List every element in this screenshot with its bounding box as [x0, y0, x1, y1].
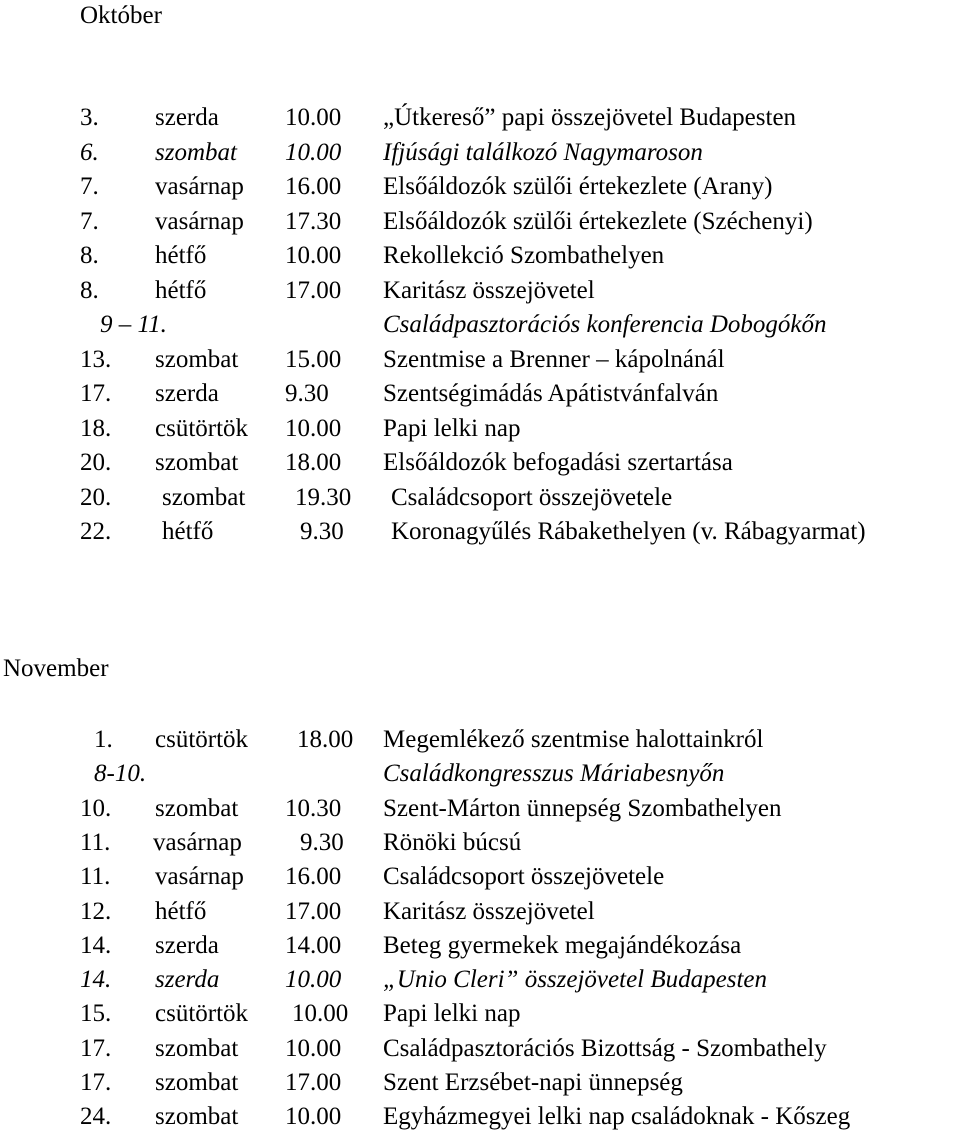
event-time: 15.00 — [285, 345, 342, 373]
event-day: 17. — [80, 380, 112, 407]
event-row — [0, 997, 960, 1031]
event-description: Szent-Márton ünnepség Szombathelyen — [383, 794, 782, 822]
event-weekday: szerda — [155, 931, 219, 959]
event-time: 10.00 — [285, 104, 342, 131]
event-description: Beteg gyermekek megajándékozása — [383, 931, 742, 959]
event-description: Ifjúsági találkozó Nagymaroson — [383, 138, 703, 166]
event-row — [0, 757, 960, 791]
event-day: 10. — [80, 794, 112, 822]
event-time: 10.00 — [285, 966, 342, 994]
event-time: 16.00 — [285, 863, 342, 891]
event-weekday: hétfő — [162, 518, 214, 545]
event-day: 13. — [80, 345, 112, 373]
event-day: 17. — [80, 1069, 112, 1096]
event-time: 19.30 — [295, 483, 352, 511]
event-time: 17.00 — [285, 897, 342, 925]
event-weekday: vasárnap — [155, 863, 244, 891]
event-row — [0, 929, 960, 963]
event-day: 3. — [80, 104, 99, 131]
event-weekday: szombat — [155, 794, 239, 822]
event-day: 14. — [80, 931, 112, 959]
event-time: 10.00 — [292, 1000, 349, 1028]
event-time: 17.30 — [285, 207, 342, 235]
event-time: 10.00 — [285, 1103, 342, 1131]
event-day: 20. — [80, 483, 112, 511]
event-time: 10.30 — [285, 794, 342, 822]
event-row — [0, 515, 960, 549]
event-row — [0, 239, 960, 273]
event-row — [0, 377, 960, 411]
event-time: 14.00 — [285, 931, 342, 959]
event-weekday: vasárnap — [155, 173, 244, 200]
event-day: 1. — [94, 726, 113, 753]
event-row — [0, 136, 960, 170]
event-day: 20. — [80, 449, 112, 476]
event-day: 15. — [80, 1000, 112, 1028]
event-description: Egyházmegyei lelki nap családoknak - Kőszeg — [383, 1103, 851, 1131]
event-description: Megemlékező szentmise halottainkról — [383, 726, 764, 753]
event-row — [0, 860, 960, 894]
event-description: Családcsoport összejövetele — [383, 863, 665, 891]
event-weekday: szerda — [155, 104, 219, 131]
event-row — [0, 826, 960, 860]
event-description: Papi lelki nap — [383, 1000, 521, 1028]
event-row — [0, 895, 960, 929]
event-description: Elsőáldozók szülői értekezlete (Arany) — [383, 173, 773, 200]
event-time: 9.30 — [285, 380, 329, 407]
october-heading: Október — [80, 2, 162, 29]
event-description: Papi lelki nap — [383, 414, 521, 442]
event-time: 10.00 — [285, 1034, 342, 1062]
event-description: Rönöki búcsú — [383, 828, 522, 856]
event-row — [0, 1032, 960, 1066]
event-row — [0, 343, 960, 377]
event-weekday: szombat — [155, 1103, 239, 1131]
event-row — [0, 723, 960, 757]
event-day: 7. — [80, 207, 99, 235]
event-weekday: csütörtök — [155, 414, 249, 442]
event-description: Szent Erzsébet-napi ünnepség — [383, 1069, 683, 1096]
event-weekday: szombat — [162, 483, 246, 511]
event-time: 10.00 — [285, 414, 342, 442]
event-weekday: szombat — [155, 345, 239, 373]
event-row — [0, 446, 960, 480]
event-row — [0, 101, 960, 135]
event-description: Családpasztorációs konferencia Dobogókőn — [383, 311, 827, 338]
event-weekday: hétfő — [155, 242, 207, 269]
event-time: 9.30 — [300, 828, 344, 856]
november-heading: November — [3, 655, 109, 682]
event-row — [0, 308, 960, 342]
event-description: Karitász összejövetel — [383, 897, 595, 925]
event-weekday: szombat — [155, 1034, 239, 1062]
event-weekday: hétfő — [155, 276, 207, 304]
event-weekday: vasárnap — [153, 828, 242, 856]
event-time: 10.00 — [285, 242, 342, 269]
event-day: 14. — [80, 966, 112, 994]
event-day: 8. — [80, 242, 99, 269]
event-row — [0, 1066, 960, 1100]
event-weekday: hétfő — [155, 897, 207, 925]
event-row — [0, 963, 960, 997]
event-description: Családcsoport összejövetele — [391, 483, 673, 511]
event-description: Rekollekció Szombathelyen — [383, 242, 665, 269]
event-day: 9 – 11. — [100, 311, 167, 338]
event-time: 18.00 — [297, 726, 354, 753]
event-description: Karitász összejövetel — [383, 276, 595, 304]
event-time: 10.00 — [285, 138, 342, 166]
event-day: 7. — [80, 173, 99, 200]
event-row — [0, 274, 960, 308]
event-description: Koronagyűlés Rábakethelyen (v. Rábagyarmat) — [391, 518, 866, 545]
event-day: 8. — [80, 276, 99, 304]
event-day: 17. — [80, 1034, 112, 1062]
event-description: Elsőáldozók befogadási szertartása — [383, 449, 733, 476]
event-description: Szentmise a Brenner – kápolnánál — [383, 345, 725, 373]
event-description: „Unio Cleri” összejövetel Budapesten — [383, 966, 767, 994]
event-time: 18.00 — [285, 449, 342, 476]
event-weekday: csütörtök — [155, 1000, 249, 1028]
event-row — [0, 481, 960, 515]
event-weekday: csütörtök — [155, 726, 249, 753]
event-description: Elsőáldozók szülői értekezlete (Széchenyi) — [383, 207, 813, 235]
event-day: 8-10. — [94, 760, 147, 788]
event-weekday: szerda — [155, 380, 219, 407]
event-weekday: szombat — [155, 1069, 239, 1096]
event-time: 17.00 — [285, 1069, 342, 1096]
event-day: 12. — [80, 897, 112, 925]
event-day: 11. — [80, 863, 111, 891]
event-row — [0, 412, 960, 446]
event-day: 6. — [80, 138, 99, 166]
event-day: 22. — [80, 518, 112, 545]
event-time: 17.00 — [285, 276, 342, 304]
event-weekday: szombat — [155, 449, 239, 476]
event-row — [0, 792, 960, 826]
event-day: 11. — [80, 828, 111, 856]
event-weekday: vasárnap — [155, 207, 244, 235]
event-weekday: szombat — [155, 138, 237, 166]
event-row — [0, 170, 960, 204]
event-row — [0, 205, 960, 239]
event-time: 16.00 — [285, 173, 342, 200]
event-weekday: szerda — [155, 966, 220, 994]
event-description: „Útkereső” papi összejövetel Budapesten — [383, 104, 797, 131]
event-day: 18. — [80, 414, 112, 442]
event-row — [0, 1100, 960, 1134]
event-day: 24. — [80, 1103, 112, 1131]
event-description: Családkongresszus Máriabesnyőn — [383, 760, 725, 788]
event-time: 9.30 — [300, 518, 344, 545]
event-description: Családpasztorációs Bizottság - Szombathely — [383, 1034, 827, 1062]
event-description: Szentségimádás Apátistvánfalván — [383, 380, 719, 407]
